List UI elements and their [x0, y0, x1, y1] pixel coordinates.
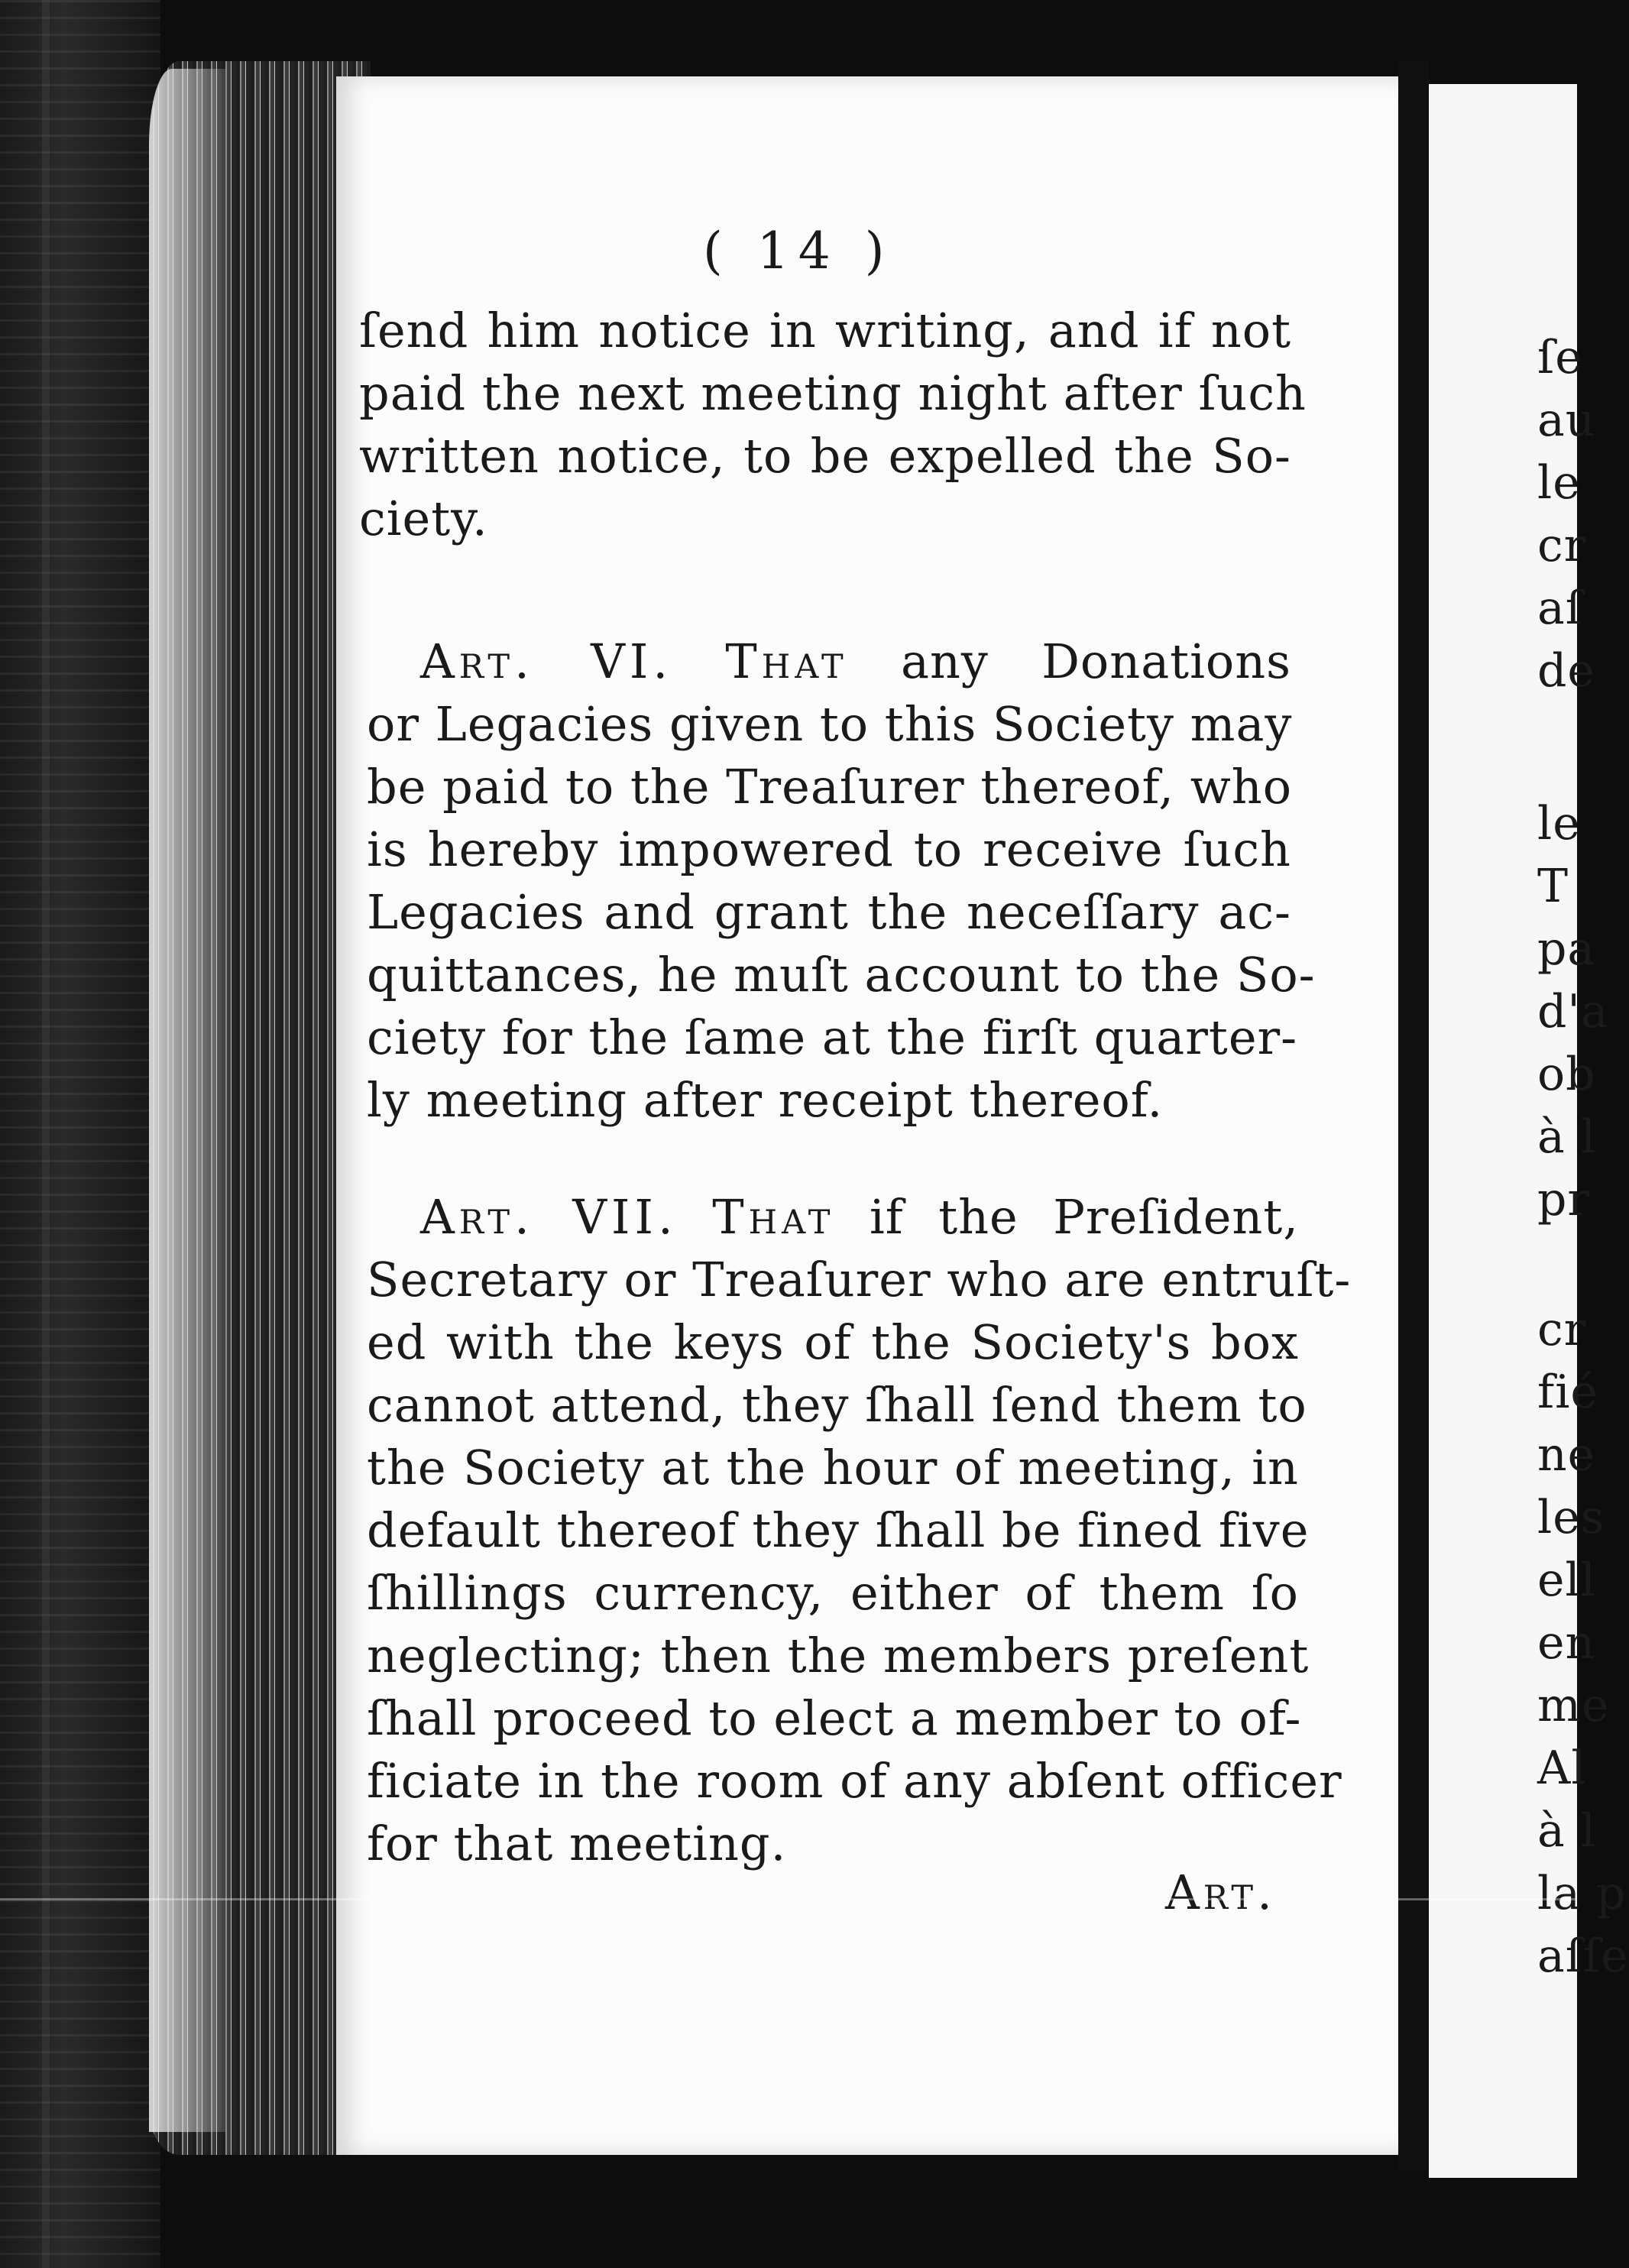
text-line: for that meeting.: [367, 1816, 787, 1871]
text-line: Secretary or Treaſurer who are entruſt-: [367, 1252, 1352, 1307]
facing-fragment: cr: [1537, 1303, 1587, 1356]
text-line: ſend him notice in writing, and if not: [359, 303, 1291, 358]
facing-fragment: pr: [1537, 1173, 1591, 1226]
text-line: ſhillings currency, either of them ſo: [367, 1565, 1299, 1621]
text-line: if the Preſident,: [869, 1189, 1299, 1245]
page-edge-highlight: [149, 69, 225, 2132]
facing-fragment: à l: [1537, 1110, 1597, 1164]
article-6-first-line: [367, 630, 1291, 693]
paragraph-continuation: [359, 300, 1307, 550]
text-line: ed with the keys of the Society's box: [367, 1314, 1299, 1370]
text-line: cannot attend, they ſhall ſend them to: [367, 1377, 1307, 1433]
text-line: the Society at the hour of meeting, in: [367, 1440, 1299, 1495]
facing-text-bottom: [1537, 1299, 1629, 1988]
facing-fragment: ell: [1537, 1554, 1596, 1607]
text-line: ciety for the ſame at the firſt quarter-: [367, 1009, 1298, 1065]
text-line: paid the next meeting night after ſuch: [359, 365, 1307, 421]
facing-text-top: [1537, 327, 1595, 703]
facing-text-middle: [1537, 793, 1609, 1232]
facing-fragment: T: [1537, 860, 1569, 913]
facing-fragment: le: [1537, 456, 1581, 510]
article-7: [367, 1186, 1352, 1875]
facing-fragment: au: [1537, 394, 1596, 447]
text-line: ly meeting after receipt thereof.: [367, 1072, 1164, 1128]
facing-fragment: pa: [1537, 922, 1596, 976]
text-line: ciety.: [359, 491, 488, 546]
text-line: default thereof they ſhall be fined five: [367, 1502, 1310, 1558]
text-line: be paid to the Treaſurer thereof, who: [367, 759, 1293, 815]
facing-fragment: le: [1537, 797, 1581, 851]
facing-fragment: me: [1537, 1679, 1610, 1732]
article-7-heading: Art. VII.: [420, 1189, 678, 1245]
article-6: [367, 630, 1316, 1132]
text-line: is hereby impowered to receive ſuch: [367, 821, 1291, 877]
text-line: written notice, to be expelled the So-: [359, 428, 1291, 484]
article-6-lead: That: [725, 633, 848, 689]
article-7-lead: That: [712, 1189, 835, 1245]
article-7-first-line: [367, 1186, 1299, 1249]
text-line: or Legacies given to this Society may: [367, 696, 1293, 752]
facing-fragment: fié: [1537, 1366, 1598, 1419]
facing-fragment: ob: [1537, 1048, 1596, 1101]
facing-fragment: aſ: [1537, 582, 1583, 635]
book-gutter: [1398, 61, 1429, 2170]
facing-fragment: la p: [1537, 1867, 1627, 1920]
facing-fragment: de: [1537, 644, 1595, 698]
facing-fragment: en: [1537, 1616, 1596, 1670]
facing-fragment: à l: [1537, 1804, 1597, 1858]
facing-fragment: ne: [1537, 1428, 1596, 1482]
scan-artifact-line: [0, 1898, 1577, 1900]
book-cover: [0, 0, 160, 2268]
text-line: Legacies and grant the neceſſary ac-: [367, 884, 1291, 940]
article-6-heading: Art. VI.: [420, 633, 673, 689]
facing-fragment: ſe: [1537, 331, 1583, 384]
page-number: ( 14 ): [703, 222, 894, 280]
text-line: any Donations: [900, 633, 1291, 689]
text-line: neglecting; then the members preſent: [367, 1628, 1310, 1683]
facing-fragment: d'a: [1537, 985, 1609, 1038]
facing-fragment: Al: [1537, 1742, 1587, 1795]
text-line: quittances, he muſt account to the So-: [367, 947, 1316, 1003]
facing-fragment: aſſe: [1537, 1929, 1629, 1983]
facing-fragment: cr: [1537, 519, 1587, 572]
text-line: ficiate in the room of any abſent officer: [367, 1753, 1342, 1809]
catchword: Art.: [1165, 1865, 1276, 1920]
text-line: ſhall proceed to elect a member to of-: [367, 1690, 1302, 1746]
facing-fragment: les: [1537, 1491, 1605, 1544]
